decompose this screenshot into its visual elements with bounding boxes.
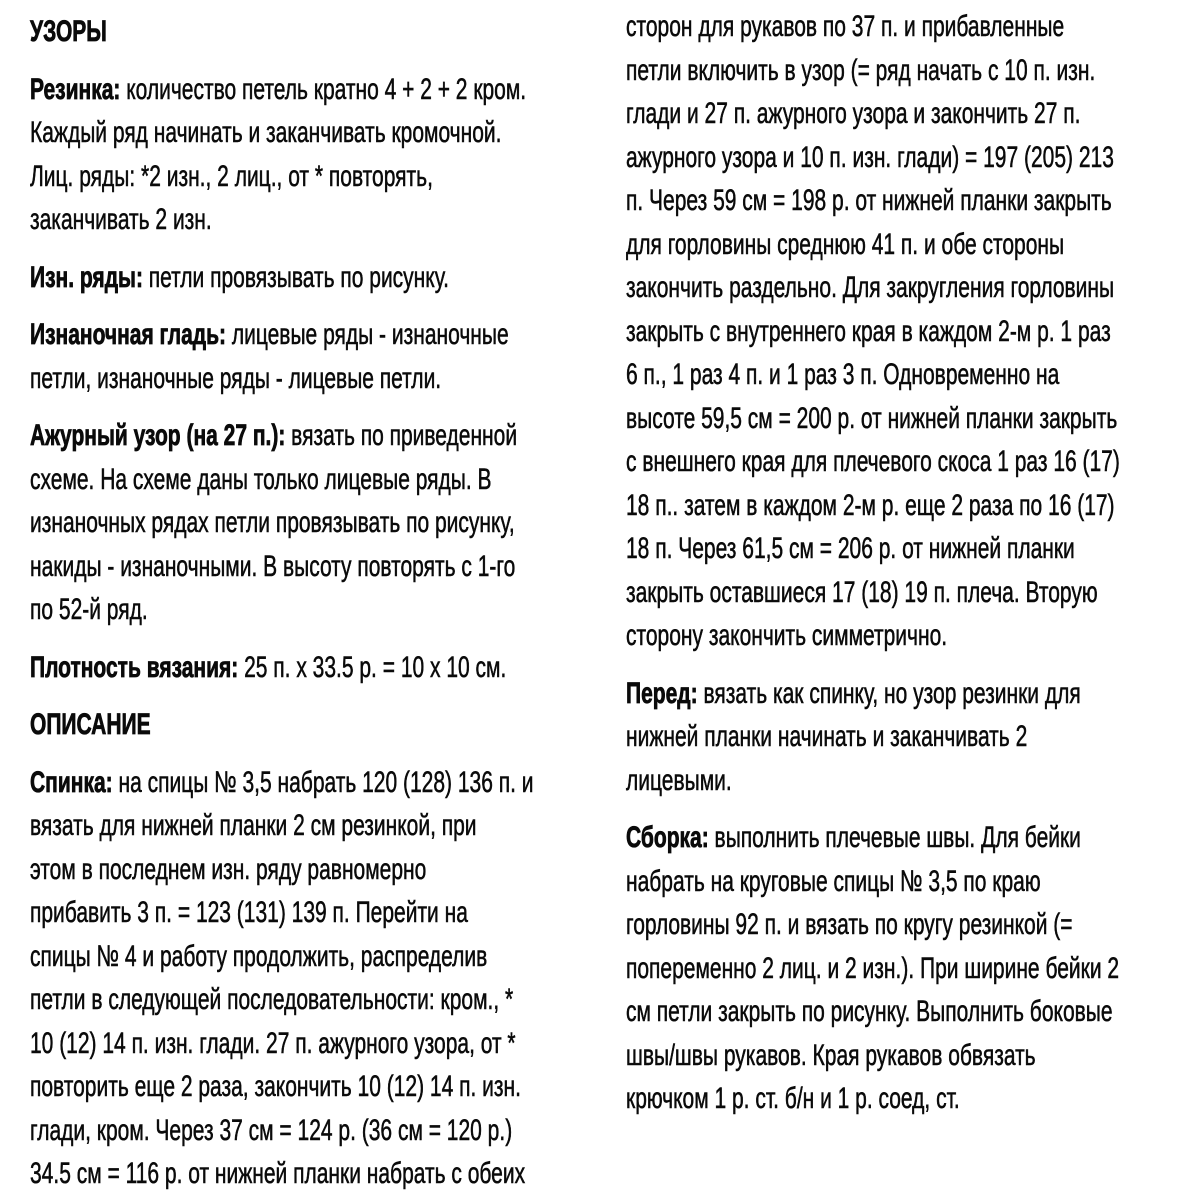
lead-text: Изнаночная гладь: — [30, 318, 227, 351]
body-text: высоте 59,5 см = 200 р. от нижней планки закрыть — [626, 401, 1118, 435]
text-line — [30, 935, 576, 979]
text-line — [30, 978, 576, 1022]
body-text: для горловины среднюю 41 п. и обе стороны — [626, 227, 1065, 261]
body-text: Лиц. ряды: *2 изн., 2 лиц., от * повторять, — [30, 159, 433, 193]
body-text: вязать как спинку, но узор резинки для — [697, 676, 1081, 710]
paragraph — [30, 414, 576, 632]
text-line — [626, 353, 1172, 397]
lead-text: Сборка: — [626, 821, 709, 854]
text-line — [30, 848, 576, 892]
text-line — [30, 1022, 576, 1066]
body-text: 25 п. х 33.5 р. = 10 х 10 см. — [238, 650, 507, 684]
body-text: закрыть оставшиеся 17 (18) 19 п. плеча. Вторую — [626, 575, 1098, 609]
body-text: спицы № 4 и работу продолжить, распределив — [30, 939, 488, 973]
text-line — [30, 1065, 576, 1109]
text-line — [30, 313, 576, 357]
body-text: Каждый ряд начинать и заканчивать кромочной. — [30, 116, 502, 149]
body-text: 18 п.. затем в каждом 2-м р. еще 2 раза по 16 (17) — [626, 488, 1115, 522]
text-line — [626, 947, 1172, 991]
body-text: закончить раздельно. Для закругления горловины — [626, 271, 1115, 304]
text-line — [626, 266, 1172, 310]
text-line — [626, 759, 1172, 803]
paragraph — [30, 68, 576, 242]
body-text: ажурного узора и 10 п. изн. глади) = 197 (205) 213 — [626, 140, 1114, 174]
text-line — [30, 414, 576, 458]
text-line — [30, 761, 576, 805]
text-line — [30, 111, 576, 155]
text-line — [30, 588, 576, 632]
body-text: повторить еще 2 раза, закончить 10 (12) 14 п. изн. — [30, 1070, 521, 1103]
text-line — [626, 614, 1172, 658]
lead-text: Ажурный узор (на 27 п.): — [30, 419, 286, 452]
body-text: лицевые ряды - изнаночные — [226, 318, 509, 351]
paragraph — [30, 646, 576, 690]
text-line — [626, 860, 1172, 904]
text-line — [30, 545, 576, 589]
text-line — [30, 501, 576, 545]
lead-text: Спинка: — [30, 765, 113, 799]
text-line — [626, 440, 1172, 484]
text-line — [626, 672, 1172, 716]
body-text: прибавить 3 п. = 123 (131) 139 п. Перейти на — [30, 896, 468, 929]
body-text: изнаночных рядах петли провязывать по рисунку, — [30, 506, 515, 539]
text-line — [626, 903, 1172, 947]
body-text: сторону закончить симметрично. — [626, 619, 948, 652]
section-heading: УЗОРЫ — [30, 15, 107, 48]
body-text: петли в следующей последовательности: кром., * — [30, 983, 514, 1016]
text-line — [626, 527, 1172, 571]
left-column — [30, 10, 576, 1200]
text-line — [626, 310, 1172, 354]
body-text: сторон для рукавов по 37 п. и прибавленные — [626, 10, 1065, 43]
body-text: 34.5 см = 116 р. от нижней планки набрать с обеих — [30, 1157, 526, 1190]
body-text: петли, изнаночные ряды - лицевые петли. — [30, 361, 442, 395]
text-line — [626, 571, 1172, 615]
body-text: крючком 1 р. ст. б/н и 1 р. соед, ст. — [626, 1082, 960, 1115]
text-line — [626, 92, 1172, 136]
text-line — [30, 891, 576, 935]
body-text: глади и 27 п. ажурного узора и закончить 27 п. — [626, 97, 1081, 130]
paragraph — [30, 313, 576, 400]
body-text: накиды - изнаночными. В высоту повторять с 1-го — [30, 549, 516, 583]
paragraph — [626, 816, 1172, 1121]
text-line — [626, 397, 1172, 441]
text-line — [30, 256, 576, 300]
text-line — [30, 1152, 576, 1196]
text-line — [30, 68, 576, 112]
body-text: лицевыми. — [626, 763, 732, 797]
lead-text: Плотность вязания: — [30, 650, 239, 684]
text-line — [30, 458, 576, 502]
body-text: вязать для нижней планки 2 см резинкой, при — [30, 809, 477, 842]
section-heading: ОПИСАНИЕ — [30, 708, 151, 741]
body-text: петли провязывать по рисунку. — [142, 260, 449, 294]
paragraph — [626, 5, 1172, 658]
body-text: вязать по приведенной — [285, 419, 518, 452]
body-text: см петли закрыть по рисунку. Выполнить боковые — [626, 995, 1113, 1028]
text-line — [30, 155, 576, 199]
text-line — [626, 1034, 1172, 1078]
body-text: 18 п. Через 61,5 см = 206 р. от нижней планки — [626, 532, 1075, 565]
body-text: 6 п., 1 раз 4 п. и 1 раз 3 п. Одновременно на — [626, 358, 1060, 391]
body-text: схеме. На схеме даны только лицевые ряды. В — [30, 462, 492, 496]
body-text: на спицы № 3,5 набрать 120 (128) 136 п. и — [112, 765, 534, 799]
body-text: 10 (12) 14 п. изн. глади. 27 п. ажурного узора, от * — [30, 1026, 516, 1060]
body-text: п. Через 59 см = 198 р. от нижней планки закрыть — [626, 184, 1112, 217]
text-line — [626, 484, 1172, 528]
body-text: попеременно 2 лиц. и 2 изн.). При ширине бейки 2 — [626, 951, 1120, 985]
text-line — [626, 990, 1172, 1034]
text-line — [626, 49, 1172, 93]
body-text: выполнить плечевые швы. Для бейки — [708, 821, 1081, 854]
lead-text: Изн. ряды: — [30, 260, 143, 294]
body-text: с внешнего края для плечевого скоса 1 раз 16 (17) — [626, 445, 1120, 478]
text-line — [30, 804, 576, 848]
text-line — [30, 357, 576, 401]
text-line — [30, 198, 576, 242]
right-column — [626, 5, 1172, 1135]
body-text: набрать на круговые спицы № 3,5 по краю — [626, 864, 1041, 898]
body-text: этом в последнем изн. ряду равномерно — [30, 852, 427, 886]
text-line — [626, 179, 1172, 223]
text-line — [626, 136, 1172, 180]
body-text: петли включить в узор (= ряд начать с 10 п. изн. — [626, 53, 1096, 87]
text-line — [30, 646, 576, 690]
text-line — [626, 223, 1172, 267]
paragraph — [626, 672, 1172, 803]
lead-text: Перед: — [626, 676, 698, 710]
body-text: швы/швы рукавов. Края рукавов обвязать — [626, 1038, 1036, 1072]
paragraph — [30, 761, 576, 1196]
body-text: закрыть с внутреннего края в каждом 2-м р. 1 раз — [626, 314, 1111, 348]
text-line — [30, 1109, 576, 1153]
body-text: глади, кром. Через 37 см = 124 р. (36 см = 120 р.) — [30, 1113, 513, 1147]
body-text: нижней планки начинать и заканчивать 2 — [626, 720, 1028, 753]
text-line — [626, 715, 1172, 759]
body-text: по 52-й ряд. — [30, 593, 148, 626]
lead-text: Резинка: — [30, 72, 121, 106]
body-text: заканчивать 2 изн. — [30, 203, 212, 236]
text-line — [626, 816, 1172, 860]
paragraph — [30, 256, 576, 300]
body-text: горловины 92 п. и вязать по кругу резинкой (= — [626, 908, 1073, 941]
text-line — [626, 1077, 1172, 1121]
body-text: количество петель кратно 4 + 2 + 2 кром. — [120, 72, 527, 106]
text-line — [626, 5, 1172, 49]
